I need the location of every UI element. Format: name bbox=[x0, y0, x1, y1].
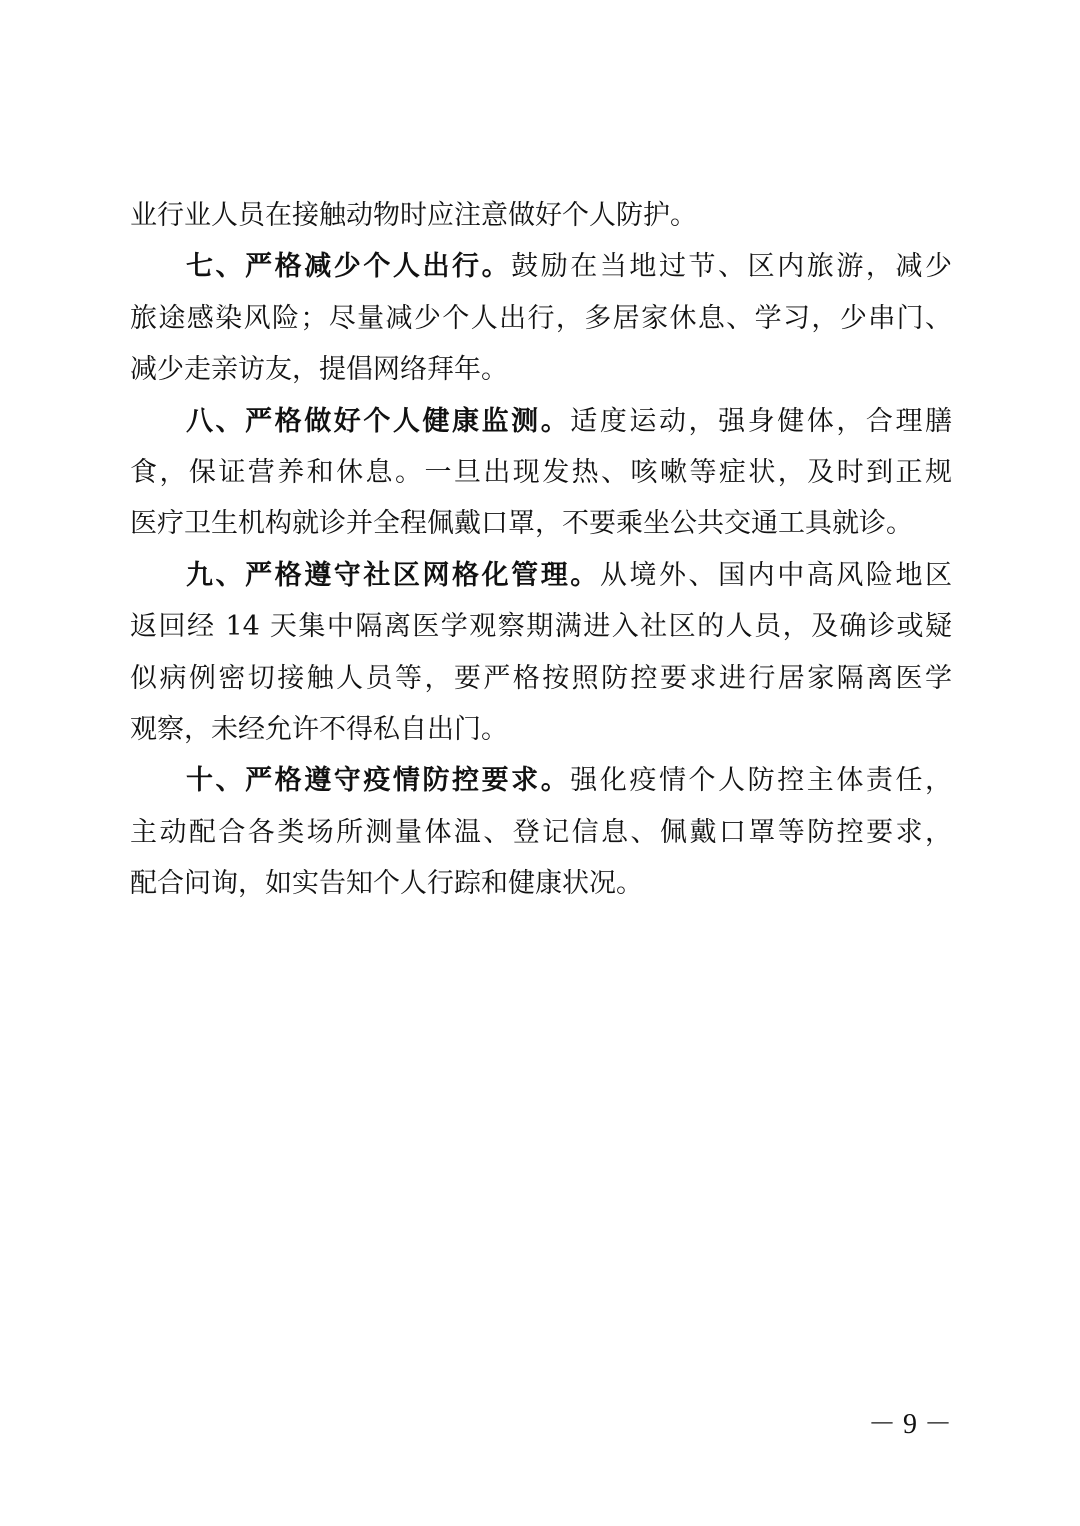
paragraph-8-text-1: 适度运动，强身健体，合理膳 bbox=[570, 405, 952, 437]
paragraph-8-text-3: 医疗卫生机构就诊并全程佩戴口罩，不要乘坐公共交通工具就诊。 bbox=[130, 508, 913, 540]
paragraph-9-text-2: 返回经 14 天集中隔离医学观察期满进入社区的人员，及确诊或疑 bbox=[130, 611, 952, 643]
paragraph-7-line-2 bbox=[130, 293, 952, 344]
paragraph-9-line-1 bbox=[130, 550, 952, 601]
paragraph-10-line-3 bbox=[130, 858, 952, 909]
paragraph-9-line-4 bbox=[130, 704, 952, 755]
paragraph-10-heading: 十、严格遵守疫情防控要求。 bbox=[186, 765, 571, 797]
paragraph-8-line-3 bbox=[130, 498, 952, 549]
paragraph-9-line-3 bbox=[130, 653, 952, 704]
paragraph-8-line-2 bbox=[130, 447, 952, 498]
paragraph-6-tail-line bbox=[130, 190, 952, 241]
paragraph-9-text-1: 从境外、国内中高风险地区 bbox=[599, 559, 952, 591]
paragraph-9-text-4: 观察，未经允许不得私自出门。 bbox=[130, 713, 508, 745]
paragraph-10-line-1 bbox=[130, 755, 952, 806]
paragraph-8-line-1 bbox=[130, 396, 952, 447]
paragraph-7-text-2: 旅途感染风险；尽量减少个人出行，多居家休息、学习，少串门、 bbox=[130, 302, 952, 334]
paragraph-7-text-1: 鼓励在当地过节、区内旅游，减少 bbox=[511, 251, 952, 283]
paragraph-7-heading: 七、严格减少个人出行。 bbox=[186, 251, 512, 283]
paragraph-10-line-2 bbox=[130, 807, 952, 858]
page-number: － 9 － bbox=[867, 1409, 952, 1440]
paragraph-9-heading: 九、严格遵守社区网格化管理。 bbox=[186, 559, 600, 591]
paragraph-8-text-2: 食，保证营养和休息。一旦出现发热、咳嗽等症状，及时到正规 bbox=[130, 456, 952, 488]
paragraph-7-line-3 bbox=[130, 344, 952, 395]
paragraph-7-text-3: 减少走亲访友，提倡网络拜年。 bbox=[130, 354, 508, 386]
paragraph-9-text-3: 似病例密切接触人员等，要严格按照防控要求进行居家隔离医学 bbox=[130, 662, 952, 694]
paragraph-9-line-2 bbox=[130, 601, 952, 652]
paragraph-10-text-2: 主动配合各类场所测量体温、登记信息、佩戴口罩等防控要求， bbox=[130, 816, 952, 848]
paragraph-6-tail-text: 业行业人员在接触动物时应注意做好个人防护。 bbox=[130, 200, 697, 231]
paragraph-10-text-1: 强化疫情个人防控主体责任， bbox=[570, 765, 952, 797]
paragraph-8-heading: 八、严格做好个人健康监测。 bbox=[186, 405, 571, 437]
document-body bbox=[130, 190, 952, 909]
paragraph-7-line-1 bbox=[130, 241, 952, 292]
paragraph-10-text-3: 配合问询，如实告知个人行踪和健康状况。 bbox=[130, 868, 643, 900]
